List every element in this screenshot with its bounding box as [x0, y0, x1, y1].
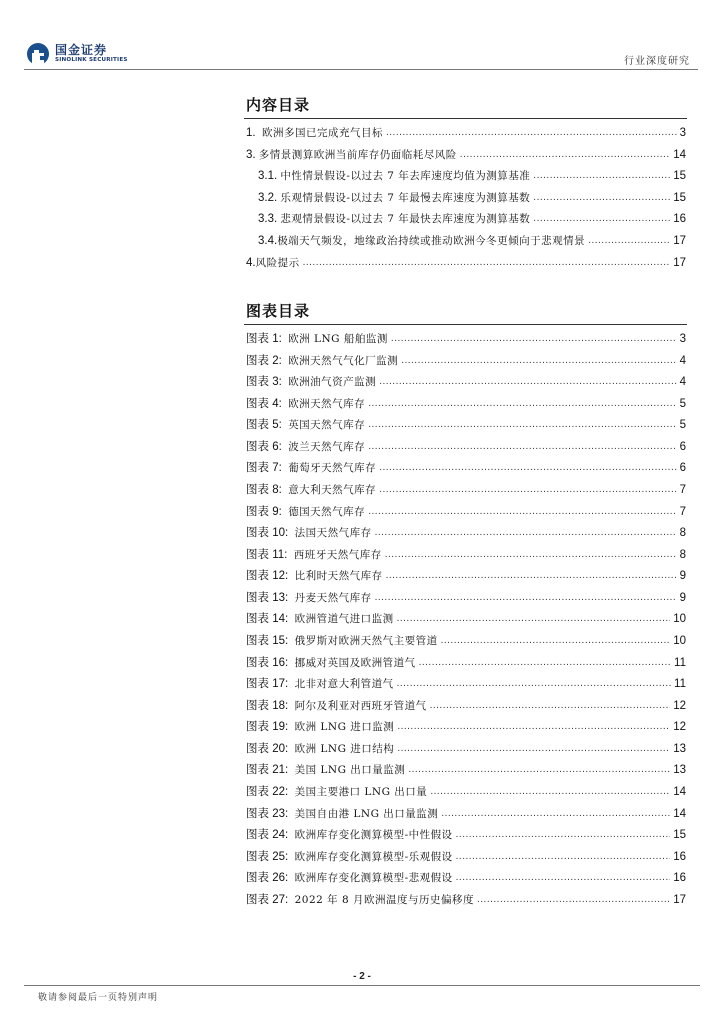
figure-entry[interactable] — [246, 697, 686, 713]
logo-name-cn: 国金证券 — [55, 43, 108, 58]
entry-number: 图表 1: — [246, 333, 289, 345]
entry-title: 挪威对英国及欧洲管道气 — [294, 656, 416, 669]
figure-entry[interactable] — [246, 503, 686, 519]
entry-number: 图表 11: — [246, 548, 294, 561]
entry-page: 6 — [679, 462, 686, 475]
entry-title: 法国天然气库存 — [294, 527, 372, 540]
dot-leader — [386, 569, 677, 583]
figure-entry[interactable] — [246, 632, 686, 648]
entry-page: 10 — [673, 613, 686, 626]
entry-number: 1. — [246, 127, 262, 139]
entry-page: 12 — [673, 699, 686, 712]
entry-number: 图表 21: — [246, 764, 295, 777]
toc-entry[interactable] — [258, 167, 686, 183]
contents-title-divider — [244, 118, 687, 119]
entry-page: 5 — [679, 397, 686, 410]
dot-leader — [386, 126, 677, 140]
entry-title: 多情景测算欧洲当前库存仍面临耗尽风险 — [258, 148, 457, 161]
dot-leader — [419, 656, 671, 670]
entry-number: 图表 14: — [246, 613, 295, 626]
entry-page: 8 — [679, 548, 686, 561]
entry-page: 17 — [673, 235, 686, 247]
figure-entry[interactable] — [246, 546, 686, 562]
dot-leader — [397, 677, 671, 691]
entry-number: 3. — [246, 148, 259, 161]
entry-number: 图表 10: — [246, 527, 295, 540]
entry-title: 北非对意大利管道气 — [294, 678, 394, 691]
dot-leader — [379, 461, 676, 475]
dot-leader — [460, 148, 670, 162]
entry-page: 4 — [679, 376, 686, 389]
entry-number: 3.4. — [258, 235, 278, 247]
entry-number: 图表 16: — [246, 656, 295, 669]
toc-entry[interactable] — [246, 146, 686, 162]
entry-number: 图表 26: — [246, 872, 295, 885]
entry-number: 图表 5: — [246, 419, 289, 432]
figure-entry[interactable] — [246, 610, 686, 626]
entry-title: 悲观情景假设-以过去 7 年最快去库速度为测算基数 — [280, 213, 531, 226]
dot-leader — [368, 505, 676, 519]
entry-number: 图表 3: — [246, 376, 289, 389]
figure-entry[interactable] — [246, 330, 686, 346]
entry-title: 欧洲库存变化测算模型-悲观假设 — [294, 872, 453, 885]
entry-page: 5 — [679, 419, 686, 432]
figure-entry[interactable] — [246, 805, 686, 821]
entry-title: 欧洲库存变化测算模型-乐观假设 — [294, 850, 453, 863]
dot-leader — [533, 169, 670, 183]
entry-title: 葡萄牙天然气库存 — [288, 462, 377, 475]
dot-leader — [456, 850, 671, 864]
dot-leader — [441, 807, 670, 821]
contents-title: 内容目录 — [246, 96, 311, 114]
entry-page: 15 — [673, 170, 686, 183]
entry-title: 阿尔及利亚对西班牙管道气 — [294, 699, 427, 712]
logo-mark-icon — [26, 42, 50, 66]
entry-page: 3 — [679, 127, 686, 139]
entry-number: 图表 15: — [246, 634, 295, 647]
toc-entry[interactable] — [258, 232, 686, 248]
entry-title: 欧洲库存变化测算模型-中性假设 — [294, 829, 453, 842]
entry-title: 英国天然气库存 — [288, 419, 366, 432]
dot-leader — [379, 375, 676, 389]
dot-leader — [397, 612, 671, 626]
entry-number: 图表 24: — [246, 829, 295, 842]
dot-leader — [441, 634, 671, 648]
entry-page: 9 — [679, 591, 686, 604]
header-divider — [24, 69, 698, 70]
logo-name-en: SINOLINK SECURITIES — [55, 57, 128, 64]
dot-leader — [397, 742, 670, 756]
entry-number: 图表 25: — [246, 850, 295, 863]
figure-entry[interactable] — [246, 567, 686, 583]
figure-entry[interactable] — [246, 675, 686, 691]
entry-number: 图表 18: — [246, 699, 295, 712]
entry-title: 美国 LNG 出口量监测 — [294, 764, 406, 777]
entry-number: 图表 22: — [246, 785, 295, 798]
figure-entry[interactable] — [246, 869, 686, 885]
entry-number: 图表 17: — [246, 678, 295, 691]
page-header — [24, 40, 698, 70]
figure-entry[interactable] — [246, 654, 686, 670]
entry-page: 16 — [673, 213, 686, 226]
entry-number: 图表 6: — [246, 440, 289, 453]
entry-title: 欧洲多国已完成充气目标 — [261, 127, 383, 139]
dot-leader — [533, 212, 670, 226]
figure-entry[interactable] — [246, 826, 686, 842]
report-type: 行业深度研究 — [624, 56, 690, 67]
figure-entry[interactable] — [246, 459, 686, 475]
dot-leader — [456, 828, 671, 842]
entry-page: 13 — [673, 764, 686, 777]
figure-entry[interactable] — [246, 524, 686, 540]
entry-title: 欧洲管道气进口监测 — [294, 613, 394, 626]
entry-title: 极端天气频发，地缘政治持续或推动欧洲今冬更倾向于悲观情景 — [277, 235, 586, 247]
figure-entry[interactable] — [246, 395, 686, 411]
entry-page: 14 — [673, 807, 686, 820]
entry-page: 16 — [673, 872, 686, 885]
figure-entry[interactable] — [246, 718, 686, 734]
entry-number: 图表 27: — [246, 893, 295, 906]
entry-title: 欧洲 LNG 进口结构 — [294, 742, 395, 755]
entry-title: 乐观情景假设-以过去 7 年最慢去库速度为测算基数 — [280, 191, 531, 204]
figure-entry[interactable] — [246, 438, 686, 454]
entry-page: 12 — [673, 721, 686, 734]
figures-title-divider — [244, 324, 687, 325]
entry-title: 欧洲天然气库存 — [288, 397, 366, 410]
dot-leader — [303, 256, 671, 270]
entry-page: 7 — [679, 483, 686, 496]
entry-title: 意大利天然气库存 — [288, 483, 377, 496]
entry-number: 3.2. — [258, 191, 281, 204]
entry-title: 比利时天然气库存 — [294, 570, 383, 583]
toc-entry[interactable] — [258, 189, 686, 205]
entry-page: 17 — [673, 256, 686, 269]
entry-page: 11 — [674, 678, 686, 691]
figure-entry[interactable] — [246, 891, 686, 907]
figure-entry[interactable] — [246, 589, 686, 605]
footer-divider — [24, 985, 700, 986]
toc-entry[interactable] — [246, 254, 686, 270]
entry-page: 6 — [679, 440, 686, 453]
entry-title: 欧洲油气资产监测 — [288, 376, 377, 389]
entry-title: 欧洲天然气气化厂监测 — [288, 354, 399, 367]
company-logo — [26, 40, 128, 68]
entry-page: 4 — [679, 354, 686, 367]
entry-number: 4. — [246, 256, 256, 269]
entry-page: 8 — [679, 527, 686, 540]
disclaimer-note: 敬请参阅最后一页特别声明 — [38, 993, 159, 1003]
entry-number: 3.1. — [258, 170, 281, 183]
dot-leader — [456, 871, 671, 885]
entry-title: 俄罗斯对欧洲天然气主要管道 — [294, 634, 438, 647]
entry-number: 图表 12: — [246, 570, 295, 583]
entry-number: 图表 4: — [246, 397, 289, 410]
entry-number: 图表 8: — [246, 483, 289, 496]
figure-entry[interactable] — [246, 352, 686, 368]
dot-leader — [368, 418, 676, 432]
entry-title: 中性情景假设-以过去 7 年去库速度均值为测算基准 — [280, 170, 531, 183]
dot-leader — [408, 763, 670, 777]
entry-title: 丹麦天然气库存 — [294, 591, 372, 604]
figure-entry[interactable] — [246, 783, 686, 799]
entry-page: 9 — [679, 570, 686, 583]
figure-entry[interactable] — [246, 848, 686, 864]
entry-title: 风险提示 — [255, 256, 300, 269]
dot-leader — [401, 354, 676, 368]
entry-title: 美国自由港 LNG 出口量监测 — [294, 807, 439, 820]
dot-leader — [533, 191, 670, 205]
entry-title: 美国主要港口 LNG 出口量 — [294, 785, 428, 798]
dot-leader — [375, 526, 677, 540]
entry-number: 图表 9: — [246, 505, 289, 518]
dot-leader — [430, 699, 671, 713]
figure-entry[interactable] — [246, 761, 686, 777]
entry-page: 15 — [673, 829, 686, 842]
entry-page: 16 — [673, 850, 686, 863]
entry-number: 图表 20: — [246, 742, 295, 755]
figure-entry[interactable] — [246, 416, 686, 432]
entry-number: 图表 23: — [246, 807, 295, 820]
page-number: - 2 - — [353, 971, 371, 982]
entry-title: 欧洲 LNG 船舶监测 — [288, 333, 388, 345]
entry-page: 17 — [673, 893, 686, 906]
entry-page: 15 — [673, 191, 686, 204]
dot-leader — [385, 548, 677, 562]
figure-entry[interactable] — [246, 740, 686, 756]
entry-page: 7 — [679, 505, 686, 518]
dot-leader — [391, 332, 677, 346]
dot-leader — [397, 720, 670, 734]
entry-page: 11 — [674, 656, 686, 669]
entry-page: 10 — [673, 634, 686, 647]
dot-leader — [368, 397, 676, 411]
toc-entry[interactable] — [246, 124, 686, 140]
entry-title: 西班牙天然气库存 — [293, 548, 382, 561]
entry-title: 2022 年 8 月欧洲温度与历史偏移度 — [294, 893, 474, 906]
figure-entry[interactable] — [246, 373, 686, 389]
dot-leader — [379, 483, 676, 497]
entry-title: 德国天然气库存 — [288, 505, 366, 518]
entry-title: 欧洲 LNG 进口监测 — [294, 721, 395, 734]
figures-title: 图表目录 — [246, 302, 311, 320]
entry-number: 图表 2: — [246, 354, 289, 367]
figure-entry[interactable] — [246, 481, 686, 497]
entry-number: 图表 13: — [246, 591, 295, 604]
toc-entry[interactable] — [258, 210, 686, 226]
entry-number: 图表 7: — [246, 462, 289, 475]
dot-leader — [477, 893, 670, 907]
entry-page: 3 — [679, 333, 686, 345]
entry-page: 14 — [673, 148, 686, 161]
entry-title: 波兰天然气库存 — [288, 440, 366, 453]
entry-number: 图表 19: — [246, 721, 295, 734]
dot-leader — [375, 591, 677, 605]
dot-leader — [430, 785, 670, 799]
entry-number: 3.3. — [258, 213, 281, 226]
dot-leader — [368, 440, 676, 454]
entry-page: 14 — [673, 785, 686, 798]
dot-leader — [588, 234, 670, 248]
entry-page: 13 — [673, 742, 686, 755]
